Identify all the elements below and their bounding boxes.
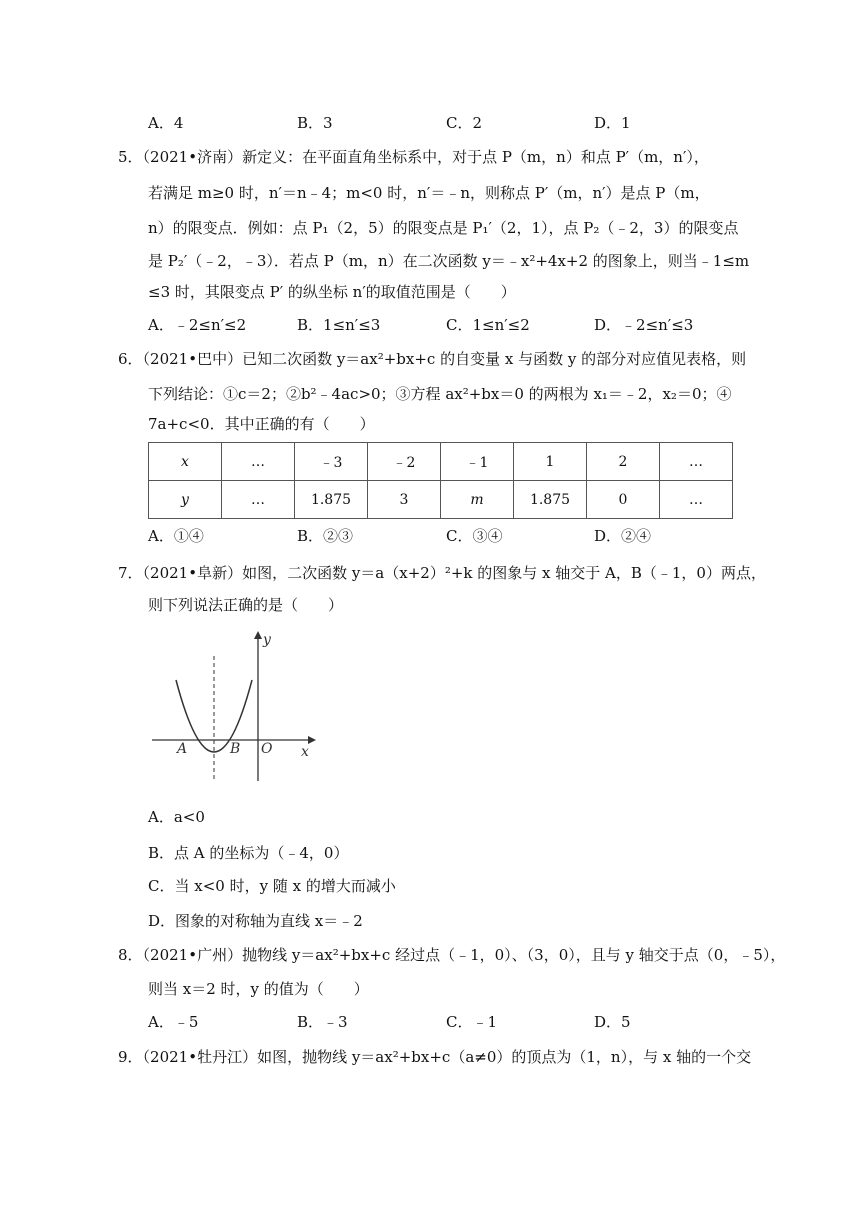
q7-option-c: C．当 x<0 时，y 随 x 的增大而减小 xyxy=(148,877,396,895)
q4-option-b: B．3 xyxy=(297,114,333,132)
q8-option-d: D．5 xyxy=(594,1013,631,1031)
x-axis-label: x xyxy=(301,744,309,760)
q7-line-1: 7．（2021•阜新）如图，二次函数 y＝a（x+2）²+k 的图象与 x 轴交于 A，B（﹣1，0）两点， xyxy=(118,564,766,582)
q8-option-c: C．﹣1 xyxy=(446,1013,498,1031)
q5-line-2: 若满足 m≥0 时，n′＝n﹣4；m<0 时，n′＝﹣n，则称点 P′（m，n′）是点 P（m， xyxy=(148,184,710,202)
table-cell: … xyxy=(660,443,733,481)
q5-option-d: D．﹣2≤n′≤3 xyxy=(594,316,694,334)
table-cell: ﹣2 xyxy=(368,443,441,481)
point-a-label: A xyxy=(177,741,188,757)
q9-line-1: 9．（2021•牡丹江）如图，抛物线 y＝ax²+bx+c（a≠0）的顶点为（1，n），与 x 轴的一个交 xyxy=(118,1048,752,1066)
q6-line-1: 6．（2021•巴中）已知二次函数 y＝ax²+bx+c 的自变量 x 与函数 y 的部分对应值见表格，则 xyxy=(118,350,747,368)
table-cell: 3 xyxy=(368,481,441,519)
x-axis-arrow xyxy=(308,736,316,744)
q7-line-2: 则下列说法正确的是（ ） xyxy=(148,596,344,614)
q5-option-a: A．﹣2≤n′≤2 xyxy=(148,316,247,334)
q5-option-c: C．1≤n′≤2 xyxy=(446,316,530,334)
table-cell: 1.875 xyxy=(514,481,587,519)
q5-line-3: n）的限变点．例如：点 P₁（2，5）的限变点是 P₁′（2，1），点 P₂（﹣2，3）的限变点 xyxy=(148,219,739,237)
table-row-x xyxy=(149,443,733,481)
y-axis-arrow xyxy=(254,631,262,639)
q5-line-4: 是 P₂′（﹣2，﹣3）．若点 P（m，n）在二次函数 y＝﹣x²+4x+2 的图象上，则当﹣1≤m xyxy=(148,252,750,270)
q5-option-b: B．1≤n′≤3 xyxy=(297,316,381,334)
q8-line-1: 8．（2021•广州）抛物线 y＝ax²+bx+c 经过点（﹣1，0）、（3，0），且与 y 轴交于点（0，﹣5）， xyxy=(118,946,786,964)
table-cell: … xyxy=(222,443,295,481)
q6-line-2: 下列结论：①c＝2；②b²﹣4ac>0；③方程 ax²+bx＝0 的两根为 x₁＝﹣2，x₂＝0；④ xyxy=(148,385,732,403)
q8-option-a: A．﹣5 xyxy=(148,1013,199,1031)
table-cell: ﹣1 xyxy=(441,443,514,481)
table-cell: 2 xyxy=(587,443,660,481)
q7-option-d: D．图象的对称轴为直线 x＝﹣2 xyxy=(148,912,363,930)
q6-option-b: B．②③ xyxy=(297,527,354,545)
table-cell: … xyxy=(222,481,295,519)
table-cell: x xyxy=(149,443,222,481)
table-cell: 1.875 xyxy=(295,481,368,519)
value-table xyxy=(148,442,733,519)
q5-line-1: 5．（2021•济南）新定义：在平面直角坐标系中，对于点 P（m，n）和点 P′（m，n′）， xyxy=(118,148,709,166)
table-cell: y xyxy=(149,481,222,519)
table-cell: m xyxy=(441,481,514,519)
table-cell: ﹣3 xyxy=(295,443,368,481)
q8-line-2: 则当 x＝2 时，y 的值为（ ） xyxy=(148,980,369,998)
q8-option-b: B．﹣3 xyxy=(297,1013,348,1031)
table-row-y xyxy=(149,481,733,519)
q7-option-b: B．点 A 的坐标为（﹣4，0） xyxy=(148,844,349,862)
q4-option-a: A．4 xyxy=(148,114,184,132)
origin-label: O xyxy=(261,741,273,757)
q5-line-5: ≤3 时，其限变点 P′ 的纵坐标 n′的取值范围是（ ） xyxy=(148,283,516,301)
q7-option-a: A．a<0 xyxy=(148,808,205,826)
parabola-graph xyxy=(148,626,318,784)
y-axis-label: y xyxy=(263,632,271,648)
q6-option-d: D．②④ xyxy=(594,527,652,545)
table-cell: 0 xyxy=(587,481,660,519)
q4-option-c: C．2 xyxy=(446,114,483,132)
point-b-label: B xyxy=(230,741,241,757)
q4-option-d: D．1 xyxy=(594,114,631,132)
q6-option-a: A．①④ xyxy=(148,527,204,545)
q6-option-c: C．③④ xyxy=(446,527,503,545)
table-cell: … xyxy=(660,481,733,519)
table-cell: 1 xyxy=(514,443,587,481)
q6-line-3: 7a+c<0．其中正确的有（ ） xyxy=(148,415,375,433)
